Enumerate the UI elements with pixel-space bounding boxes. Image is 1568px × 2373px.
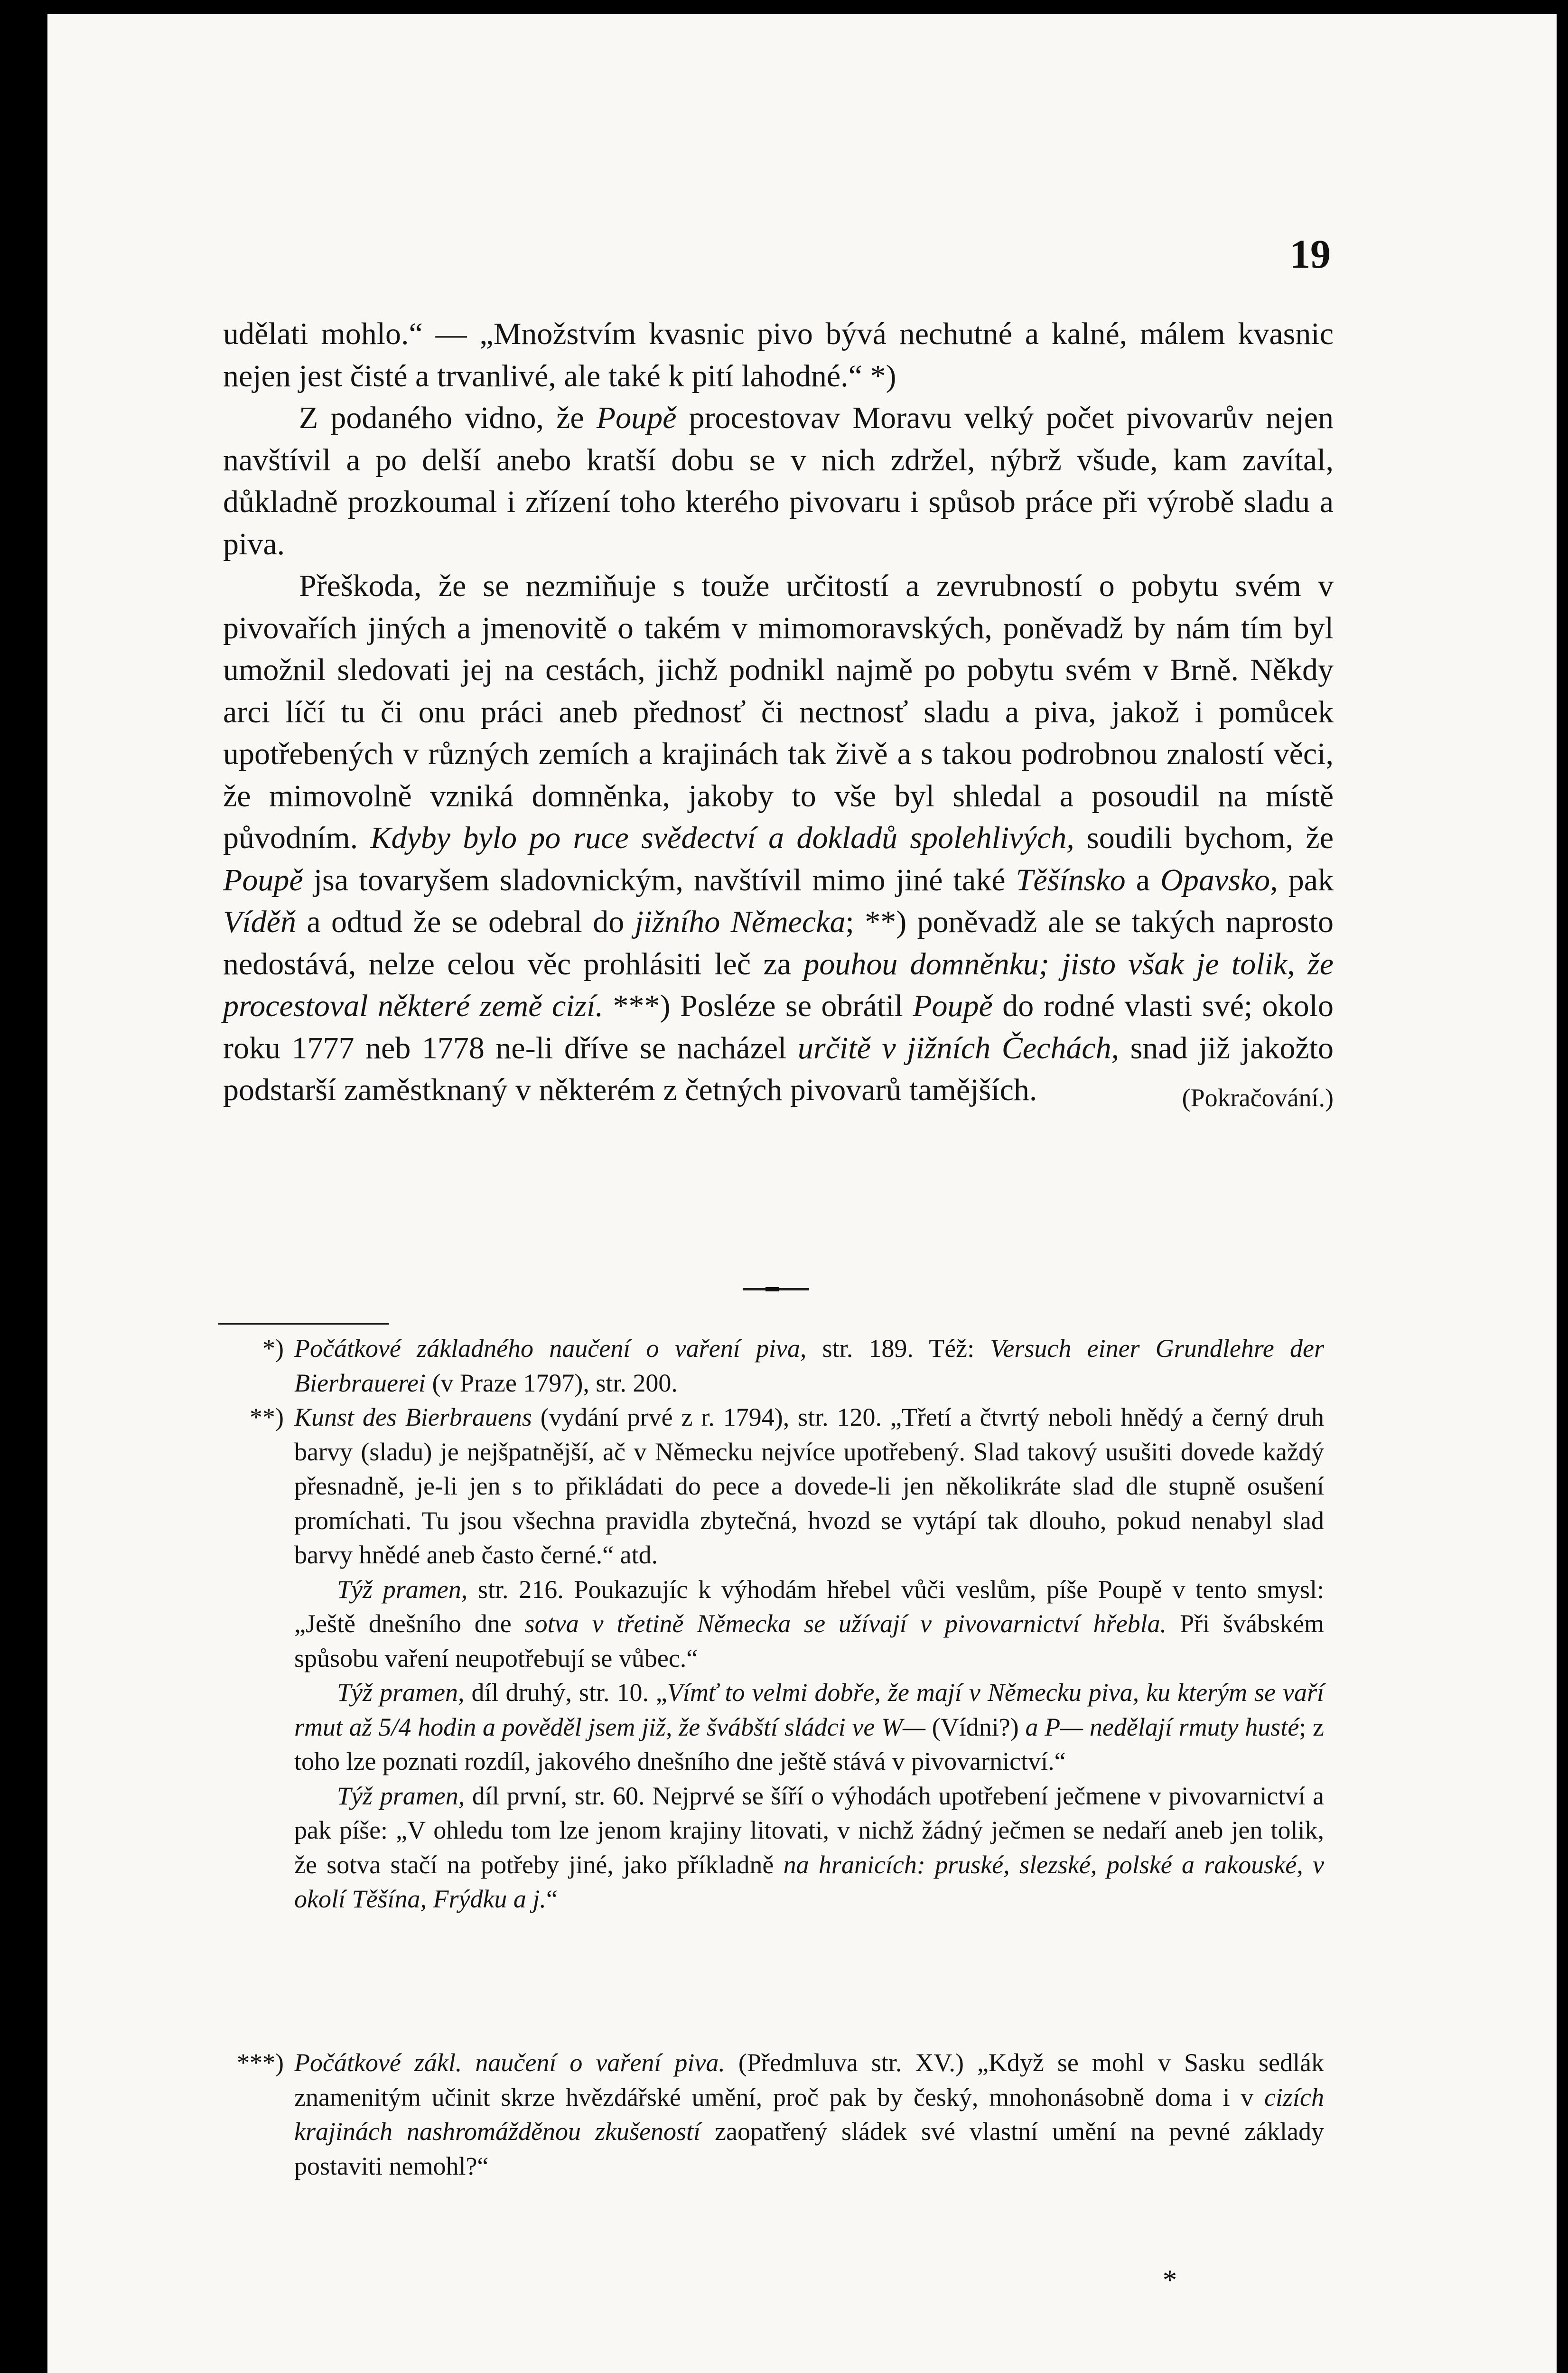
footnote-rule: [218, 1323, 389, 1325]
main-text: [223, 313, 1334, 1119]
paragraph-2: Z podaného vidno, že Poupě procestovav Moravu velký počet pivovarův nejen navštívil a po delší anebo kratší dobu se v nich zdržel, nýbrž všude, kam zavítal, důkladně prozkoumal i zřízení toho kterého pivovaru i spůsob práce při výrobě sladu a piva.: [223, 401, 1334, 561]
footnote-3: ***) Počátkové zákl. naučení o vaření piva. (Předmluva str. XV.) „Když se mohl v Sasku sedlák znamenitým učinit skrze hvězdářské umění, proč pak by český, mnohonásobně doma i v cizích krajinách nashromážděnou zkušeností zaopatřený sládek své vlastní umění na pevné základy postaviti nemohl?“: [294, 2046, 1324, 2183]
page-number: 19: [1290, 231, 1331, 277]
footnote-mark: **): [250, 1403, 284, 1431]
footnote-1: *) Počátkové základného naučení o vaření piva, str. 189. Též: Versuch einer Grundlehre der Bierbrauerei (v Praze 1797), str. 200.: [294, 1331, 1324, 1400]
paragraph-3: Přeškoda, že se nezmiňuje s touže určitostí a zevrubností o pobytu svém v pivovařích jiných a jmenovitě o takém v mimomoravských, poněvadž by nám tím byl umožnil sledovati jej na cestách, jichž podnikl najmě po pobytu svém v Brně. Někdy arci líčí tu či onu práci aneb přednosť či nectnosť sladu a piva, jakož i pomůcek upotřebených v různých zemích a krajinách tak živě a s takou podrobnou znalostí věci, že mimovolně vzniká domněnka, jakoby to vše byl shledal a posoudil na místě původním. Kdyby bylo po ruce svědectví a dokladů spolehlivých, soudili bychom, že Poupě jsa tovaryšem sladovnickým, navštívil mimo jiné také Těšínsko a Opavsko, pak Víděň a odtud že se odebral do jižního Německa; **) poněvadž ale se takých naprosto nedostává, nelze celou věc prohlásiti leč za pouhou domněnku; jisto však je tolik, že procestoval některé země cizí. ***) Posléze se obrátil Poupě do rodné vlasti své; okolo roku 1777 neb 1778 ne-li dříve se nacházel určitě v jižních Čechách, snad již jakožto podstarší zaměstknaný v některém z četných pivovarů tamějších. (Pokračování.): [223, 565, 1334, 1112]
continuation-note: (Pokračování.): [1182, 1084, 1334, 1112]
end-asterisk: *: [1163, 2264, 1177, 2296]
footnote-mark: ***): [237, 2048, 284, 2077]
section-divider: [743, 1288, 809, 1290]
paragraph-1: udělati mohlo.“ — „Množstvím kvasnic pivo bývá nechutné a kalné, málem kvasnic nejen jest čisté a trvanlivé, ale také k pití lahodné.“ *): [223, 317, 1334, 393]
footnote-2: **) Kunst des Bierbrauens (vydání prvé z r. 1794), str. 120. „Třetí a čtvrtý neboli hnědý a černý druh barvy (sladu) je nejšpatnější, ač v Německu nejvíce upotřebený. Slad takový usušiti dovede každý přesnadně, je-li jen s to přikládati do pece a dovede-li jen několikráte slad dle stupně osušení promíchati. Tu jsou všechna pravidla zbytečná, hvozd se vytápí tak dlouho, pokud nenabyl slad barvy hnědé aneb často černé.“ atd. Týž pramen, str. 216. Poukazujíc k výhodám hřebel vůči veslům, píše Poupě v tento smysl: „Ještě dnešního dne sotva v třetině Německa se užívají v pivovarnictví hřebla. Při švábském spůsobu vaření neupotřebují se vůbec.“ Týž pramen, díl druhý, str. 10. „Vímť to velmi dobře, že mají v Německu piva, ku kterým se vaří rmut až 5/4 hodin a pověděl jsem již, že švábští sládci ve W— (Vídni?) a P— nedělají rmuty husté; z toho lze poznati rozdíl, jakového dnešního dne ještě stává v pivovarnictví.“ Týž pramen, díl první, str. 60. Nejprvé se šíří o výhodách upotřebení ječmene v pivovarnictví a pak píše: „V ohledu tom lze jenom krajiny litovati, v nichž žádný ječmen se nedaří aneb jen tolik, že sotva stačí na potřeby jiné, jako příkladně na hranicích: pruské, slezské, polské a rakouské, v okolí Těšína, Frýdku a j.“: [294, 1400, 1324, 1916]
footnote-mark: *): [262, 1334, 284, 1363]
